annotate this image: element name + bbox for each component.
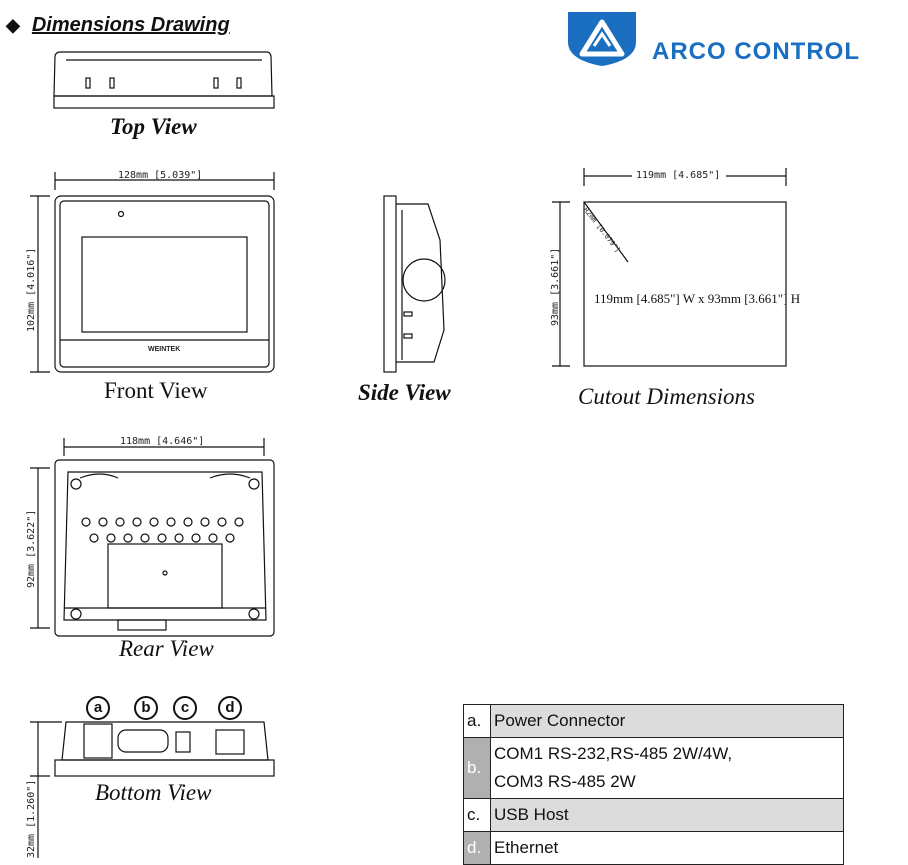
page-title: Dimensions Drawing <box>31 14 230 36</box>
legend-key: a. <box>464 705 491 738</box>
rear-view-drawing <box>30 438 274 636</box>
port-label-d: d <box>218 696 242 720</box>
rear-height-dim: 92mm [3.622"] <box>26 509 37 588</box>
cutout-inner-text: 119mm [4.685"] W x 93mm [3.661"] H <box>594 291 801 306</box>
cutout-caption: Cutout Dimensions <box>578 384 755 409</box>
port-legend-table <box>463 704 844 865</box>
front-view-drawing <box>30 172 274 372</box>
front-height-dim: 102mm [4.016"] <box>26 247 37 332</box>
legend-line: Ethernet <box>494 838 559 857</box>
legend-value <box>491 832 844 865</box>
legend-value <box>491 738 844 799</box>
side-view-caption: Side View <box>358 380 451 405</box>
bottom-view-caption: Bottom View <box>95 780 212 805</box>
front-view-caption: Front View <box>104 378 208 403</box>
legend-line: USB Host <box>494 805 569 824</box>
top-view-drawing <box>54 52 274 108</box>
legend-line: Power Connector <box>494 711 626 730</box>
bottom-depth-dim: 32mm [1.260"] <box>26 779 37 858</box>
cutout-drawing <box>552 168 786 366</box>
cutout-width-dim: 119mm [4.685"] <box>636 170 721 181</box>
port-label-b: b <box>134 696 158 720</box>
cutout-corner-dim: R2mm [0.079"] <box>581 206 622 255</box>
legend-row <box>464 799 844 832</box>
legend-value <box>491 799 844 832</box>
legend-value <box>491 705 844 738</box>
front-width-dim: 128mm [5.039"] <box>118 170 203 181</box>
legend-row <box>464 705 844 738</box>
weintek-logo-text: WEINTEK <box>148 346 181 353</box>
legend-line: COM3 RS-485 2W <box>494 772 636 791</box>
legend-key: c. <box>464 799 491 832</box>
top-view-caption: Top View <box>110 114 197 139</box>
rear-view-caption: Rear View <box>119 636 214 661</box>
legend-row <box>464 738 844 799</box>
legend-line: COM1 RS-232,RS-485 2W/4W, <box>494 744 733 763</box>
brand-name: ARCO CONTROL <box>652 38 860 65</box>
rear-vent-holes <box>82 518 243 542</box>
cutout-height-dim: 93mm [3.661"] <box>550 247 561 326</box>
legend-row <box>464 832 844 865</box>
legend-key: b. <box>464 738 491 799</box>
port-label-a: a <box>86 696 110 720</box>
diamond-bullet-icon: ◆ <box>6 15 20 35</box>
rear-width-dim: 118mm [4.646"] <box>120 436 205 447</box>
port-label-c: c <box>173 696 197 720</box>
side-view-drawing <box>384 196 445 372</box>
legend-key: d. <box>464 832 491 865</box>
